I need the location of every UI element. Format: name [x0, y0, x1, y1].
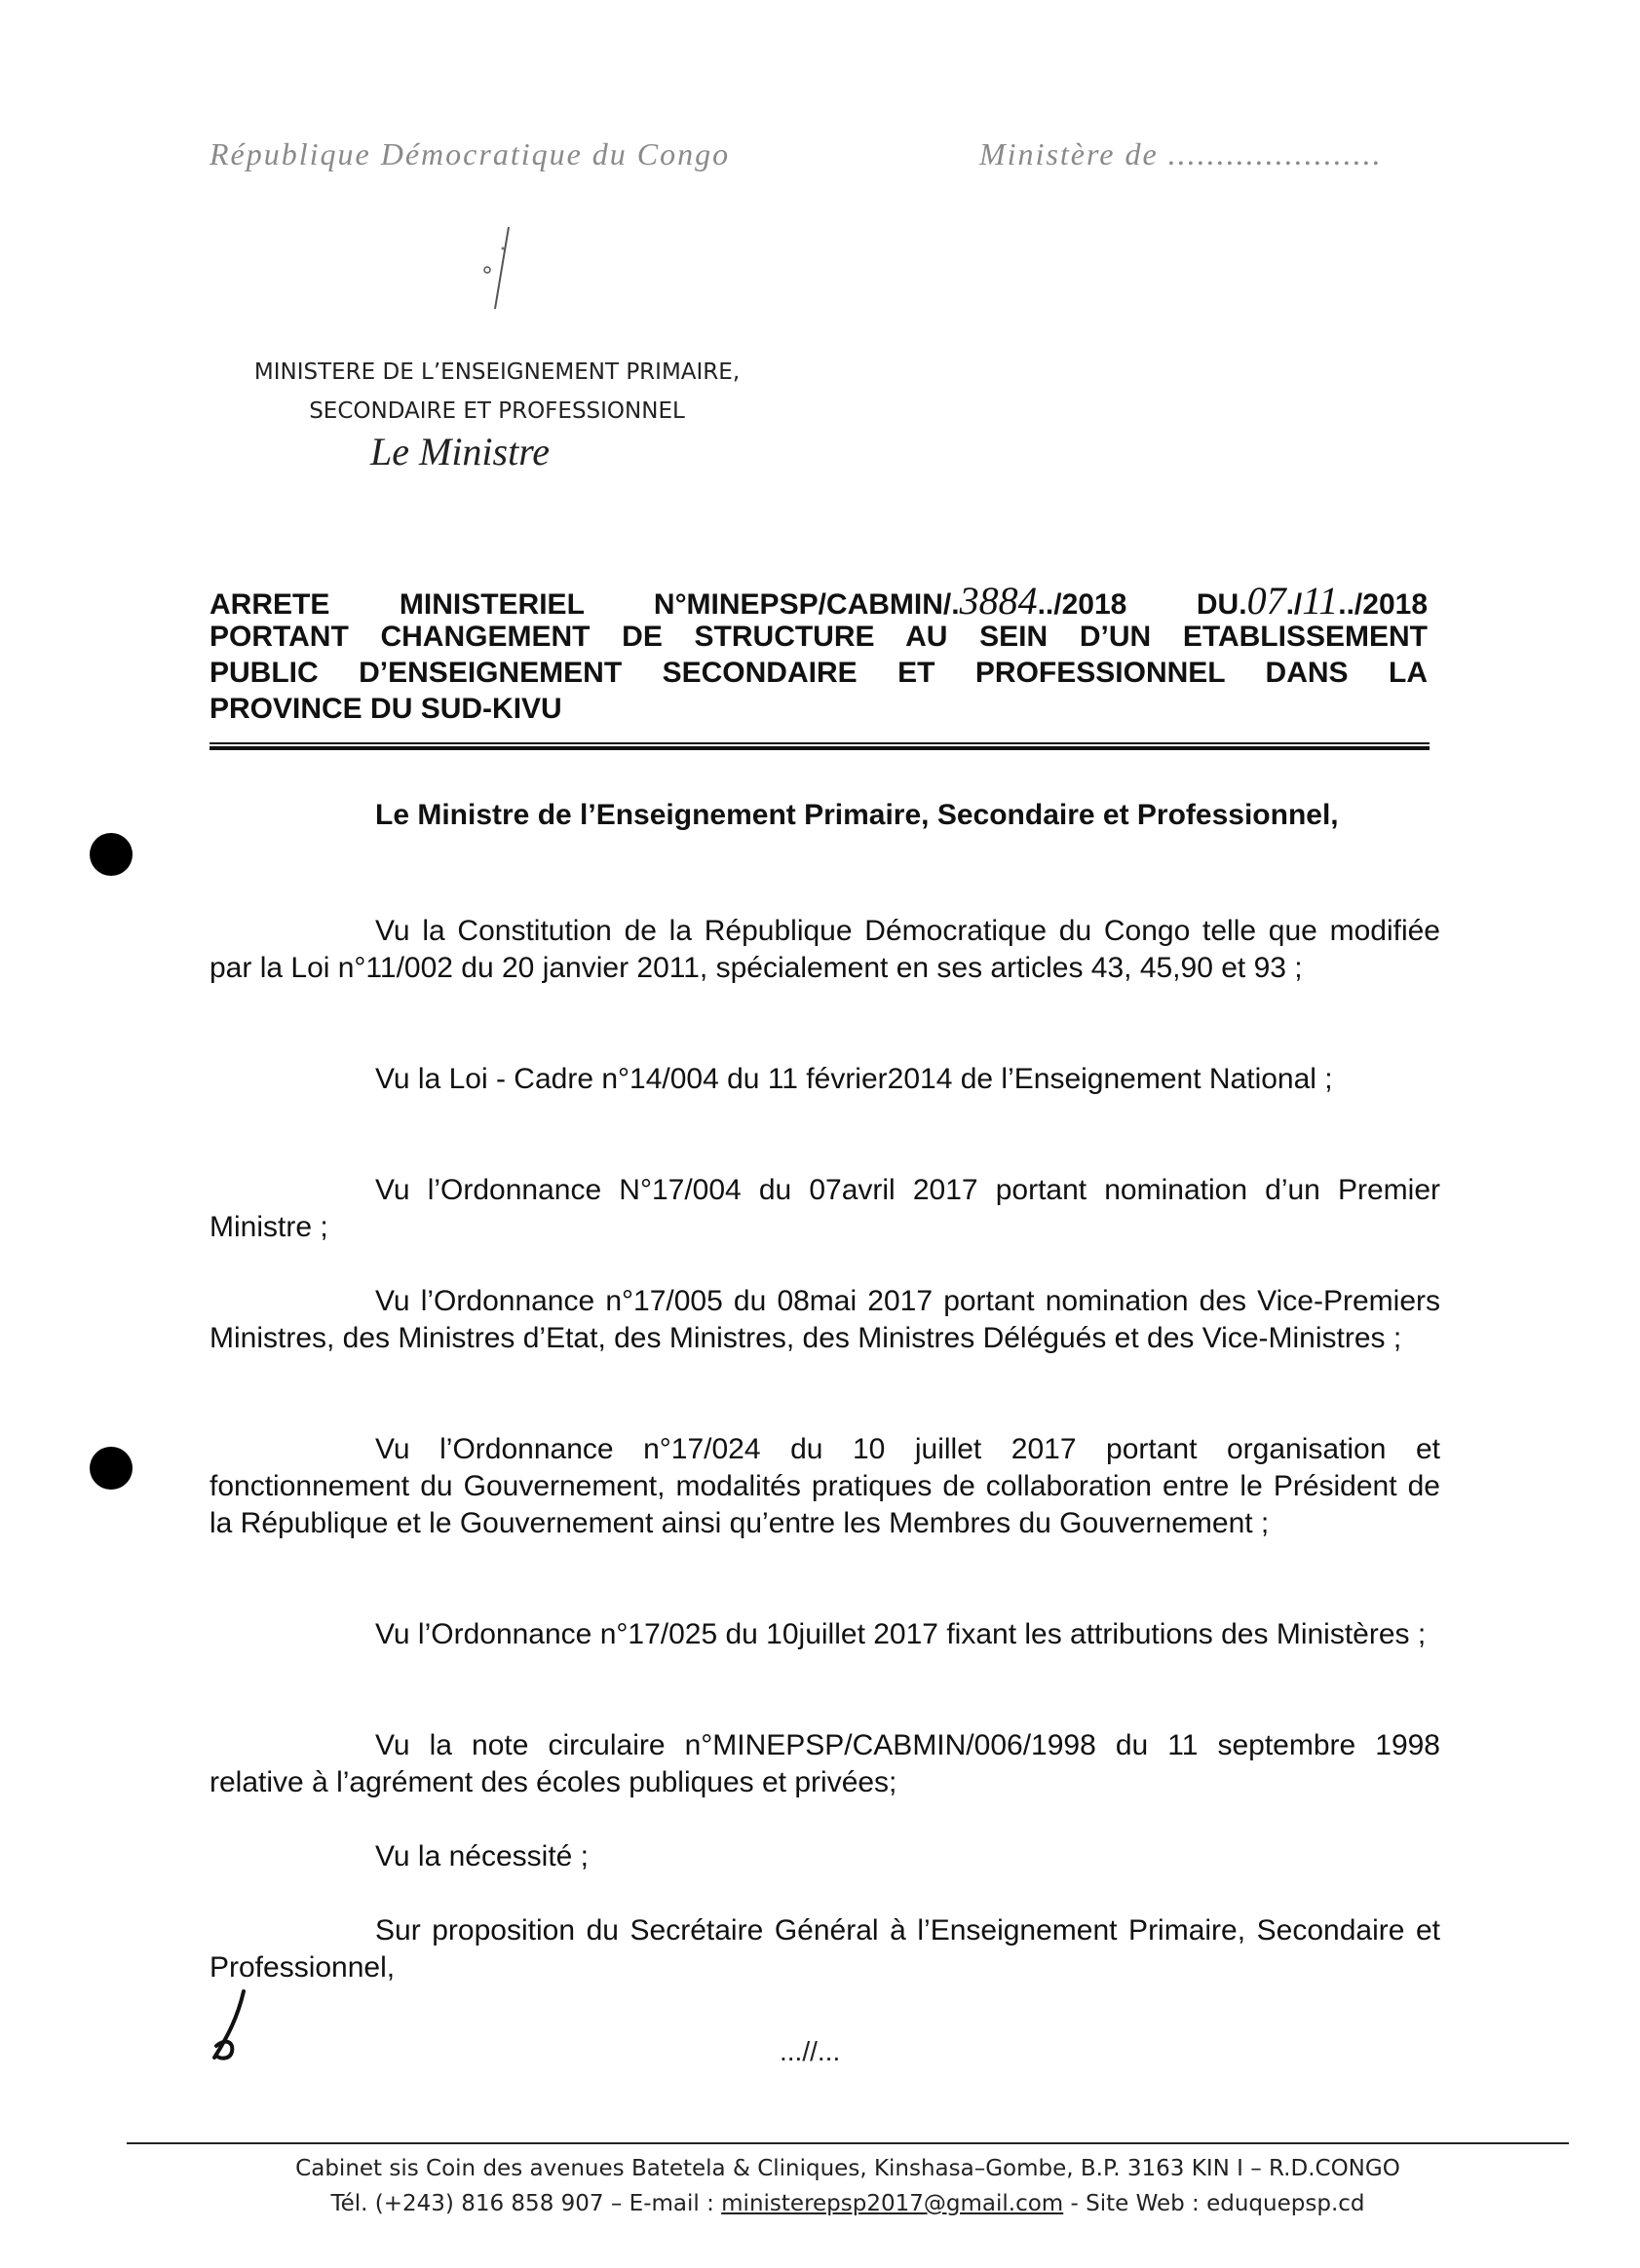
ministry-line-1: MINISTERE DE L’ENSEIGNEMENT PRIMAIRE, — [253, 359, 741, 385]
considerant-9 — [210, 1912, 1440, 1986]
ministry-line-2: SECONDAIRE ET PROFESSIONNEL — [309, 398, 685, 424]
preamble-intro — [210, 797, 1440, 834]
considerant-4-text: Vu l’Ordonnance n°17/005 du 08mai 2017 portant nomination des Vice-Premiers Ministres, des Ministres d’Etat, des Ministres, des Ministres Délégués et des Vice-Ministres ; — [210, 1285, 1440, 1354]
considerant-5 — [210, 1431, 1440, 1542]
considerant-7 — [210, 1727, 1440, 1801]
footer-phone: Tél. (+243) 816 858 907 – E-mail : — [330, 2191, 722, 2216]
preamble-intro-text: Le Ministre de l’Enseignement Primaire, Secondaire et Professionnel, — [375, 799, 1339, 831]
header-right-faint-text: Ministère de ...................... — [979, 136, 1383, 171]
punch-hole-top — [90, 833, 133, 876]
footer-rule — [127, 2142, 1569, 2144]
considerant-6 — [210, 1616, 1440, 1653]
decree-day-handwritten: 07 — [1246, 579, 1286, 623]
emblem-mark — [468, 219, 526, 317]
footer-site-link[interactable]: eduquepsp.cd — [1206, 2191, 1365, 2216]
header-left-faint-text: République Démocratique du Congo — [210, 136, 731, 171]
considerant-4 — [210, 1283, 1440, 1357]
footer-contact — [127, 2186, 1569, 2221]
footer-address: Cabinet sis Coin des avenues Batetela & Cliniques, Kinshasa–Gombe, B.P. 3163 KIN I – R.D.CONGO — [295, 2156, 1400, 2181]
decree-month-handwritten: 11 — [1302, 579, 1339, 623]
decree-title-line-2: PORTANT CHANGEMENT DE STRUCTURE AU SEIN D’UN ETABLISSEMENT — [210, 621, 1428, 653]
minister-title-script: Le Ministre — [370, 430, 551, 473]
footer-email-link[interactable]: ministerepsp2017@gmail.com — [721, 2191, 1064, 2216]
considerant-9-text: Sur proposition du Secrétaire Général à l’Enseignement Primaire, Secondaire et Professionnel, — [210, 1914, 1440, 1984]
decree-title-line-4: PROVINCE DU SUD-KIVU — [210, 693, 562, 725]
decree-number-handwritten: 3884 — [959, 579, 1038, 623]
initials-mark — [205, 1987, 263, 2065]
footer-site-label: - Site Web : — [1063, 2191, 1207, 2216]
decree-title-line-3: PUBLIC D’ENSEIGNEMENT SECONDAIRE ET PROFESSIONNEL DANS LA — [210, 657, 1428, 689]
page-continuation-marker: ...//... — [780, 2036, 841, 2066]
considerant-2 — [210, 1061, 1440, 1098]
considerant-3-text: Vu l’Ordonnance N°17/004 du 07avril 2017 portant nomination d’un Premier Ministre ; — [210, 1174, 1440, 1243]
considerant-8-text: Vu la nécessité ; — [375, 1840, 590, 1872]
considerant-7-text: Vu la note circulaire n°MINEPSP/CABMIN/006/1998 du 11 septembre 1998 relative à l’agrément des écoles publiques et privées; — [210, 1729, 1440, 1798]
considerant-2-text: Vu la Loi - Cadre n°14/004 du 11 février2014 de l’Enseignement National ; — [375, 1063, 1333, 1095]
decree-date-mid: ../2018 DU. — [1037, 588, 1247, 621]
considerant-3 — [210, 1172, 1440, 1246]
considerant-8 — [210, 1838, 1440, 1875]
considerant-1 — [210, 913, 1440, 987]
considerant-5-text: Vu l’Ordonnance n°17/024 du 10 juillet 2017 portant organisation et fonctionnement du Gouvernement, modalités pratiques de collaboration entre le Président de la République et le Gouvernement ainsi qu’entre les Membres du Gouvernement ; — [210, 1433, 1440, 1539]
title-underline-rule — [210, 742, 1430, 750]
decree-date-slash: ./ — [1285, 588, 1303, 621]
decree-year: ../2018 — [1338, 588, 1429, 621]
considerant-6-text: Vu l’Ordonnance n°17/025 du 10juillet 2017 fixant les attributions des Ministères ; — [375, 1618, 1427, 1650]
decree-title-line-1 — [210, 579, 1429, 623]
decree-number-prefix: ARRETE MINISTERIEL N°MINEPSP/CABMIN/. — [210, 588, 960, 621]
punch-hole-bottom — [90, 1447, 133, 1490]
considerant-1-text: Vu la Constitution de la République Démocratique du Congo telle que modifiée par la Loi n°11/002 du 20 janvier 2011, spécialement en ses articles 43, 45,90 et 93 ; — [210, 915, 1440, 984]
